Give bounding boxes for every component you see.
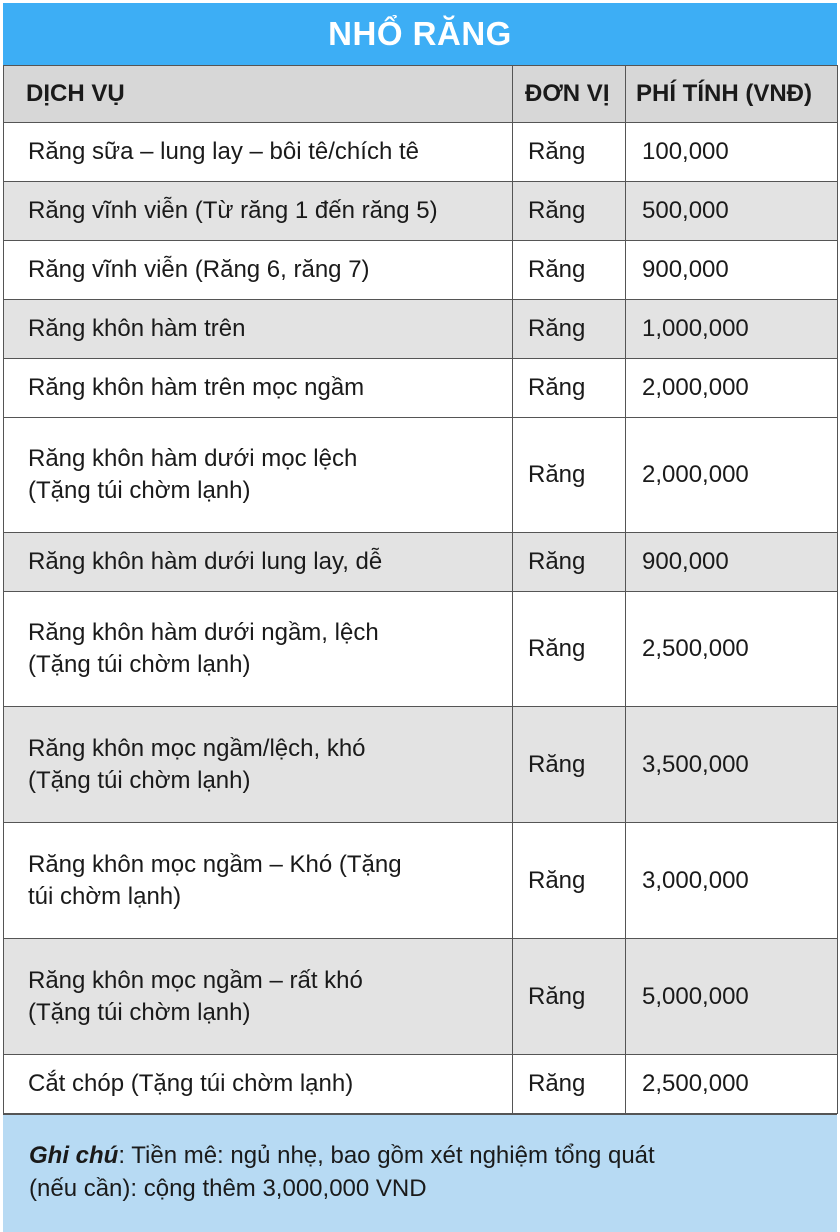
- service-cell: [4, 823, 513, 939]
- fee-cell: 2,000,000: [626, 418, 838, 533]
- service-name: Răng khôn mọc ngầm – Khó (Tặng: [28, 850, 402, 878]
- service-name: Răng khôn hàm trên mọc ngầm: [28, 374, 365, 401]
- service-note: (Tặng túi chờm lạnh): [28, 651, 251, 678]
- service-cell: [4, 241, 513, 300]
- fee-cell: 900,000: [626, 533, 838, 592]
- service-name: Răng khôn mọc ngầm/lệch, khó: [28, 734, 366, 762]
- table-row: [4, 359, 838, 418]
- fee-cell: 900,000: [626, 241, 838, 300]
- fee-cell: 500,000: [626, 182, 838, 241]
- fee-cell: 3,000,000: [626, 823, 838, 939]
- service-note: (Tặng túi chờm lạnh): [28, 766, 251, 794]
- unit-cell: Răng: [513, 592, 626, 707]
- fee-cell: 3,500,000: [626, 707, 838, 823]
- table-row: [4, 123, 838, 182]
- service-name: Răng khôn hàm trên: [28, 315, 246, 342]
- table-row: [4, 418, 838, 533]
- page-title: NHỔ RĂNG: [3, 3, 837, 65]
- service-name: Răng khôn hàm dưới mọc lệch: [28, 445, 358, 472]
- unit-cell: Răng: [513, 300, 626, 359]
- service-name: Răng khôn mọc ngầm – rất khó: [28, 966, 363, 994]
- table-row: [4, 533, 838, 592]
- service-cell: [4, 707, 513, 823]
- unit-cell: Răng: [513, 182, 626, 241]
- service-cell: [4, 939, 513, 1055]
- table-row: [4, 182, 838, 241]
- table-row: [4, 1055, 838, 1114]
- service-name: Cắt chóp (Tặng túi chờm lạnh): [28, 1070, 354, 1097]
- note-box: [3, 1114, 837, 1232]
- unit-cell: Răng: [513, 707, 626, 823]
- unit-cell: Răng: [513, 533, 626, 592]
- table-header-row: [4, 66, 838, 123]
- unit-cell: Răng: [513, 123, 626, 182]
- fee-cell: 1,000,000: [626, 300, 838, 359]
- service-note: (Tặng túi chờm lạnh): [28, 998, 251, 1026]
- header-fee: PHÍ TÍNH (VNĐ): [626, 66, 838, 123]
- price-table: [3, 65, 838, 1114]
- unit-cell: Răng: [513, 939, 626, 1055]
- service-name: Răng sữa – lung lay – bôi tê/chích tê: [28, 138, 419, 165]
- header-service: DỊCH VỤ: [4, 66, 513, 123]
- fee-cell: 2,000,000: [626, 359, 838, 418]
- table-row: [4, 707, 838, 823]
- note-text-line1: : Tiền mê: ngủ nhẹ, bao gồm xét nghiệm tổng quát: [118, 1142, 655, 1169]
- note-label: Ghi chú: [29, 1142, 119, 1169]
- price-table-card: [3, 3, 837, 1232]
- unit-cell: Răng: [513, 1055, 626, 1114]
- service-cell: [4, 592, 513, 707]
- fee-cell: 2,500,000: [626, 592, 838, 707]
- table-row: [4, 592, 838, 707]
- fee-cell: 5,000,000: [626, 939, 838, 1055]
- header-unit: ĐƠN VỊ: [513, 66, 626, 123]
- unit-cell: Răng: [513, 823, 626, 939]
- service-name: Răng vĩnh viễn (Răng 6, răng 7): [28, 256, 370, 283]
- note-text-line2: (nếu cần): cộng thêm 3,000,000 VND: [29, 1175, 427, 1202]
- service-note: (Tặng túi chờm lạnh): [28, 477, 251, 504]
- service-cell: [4, 123, 513, 182]
- table-row: [4, 241, 838, 300]
- fee-cell: 100,000: [626, 123, 838, 182]
- table-row: [4, 823, 838, 939]
- service-cell: [4, 418, 513, 533]
- service-name: Răng khôn hàm dưới ngầm, lệch: [28, 619, 379, 646]
- unit-cell: Răng: [513, 241, 626, 300]
- service-cell: [4, 533, 513, 592]
- service-cell: [4, 1055, 513, 1114]
- table-row: [4, 300, 838, 359]
- service-cell: [4, 300, 513, 359]
- service-cell: [4, 182, 513, 241]
- service-name: Răng khôn hàm dưới lung lay, dễ: [28, 548, 383, 575]
- service-cell: [4, 359, 513, 418]
- unit-cell: Răng: [513, 359, 626, 418]
- unit-cell: Răng: [513, 418, 626, 533]
- service-name: Răng vĩnh viễn (Từ răng 1 đến răng 5): [28, 197, 438, 224]
- fee-cell: 2,500,000: [626, 1055, 838, 1114]
- table-row: [4, 939, 838, 1055]
- service-note: túi chờm lạnh): [28, 882, 182, 910]
